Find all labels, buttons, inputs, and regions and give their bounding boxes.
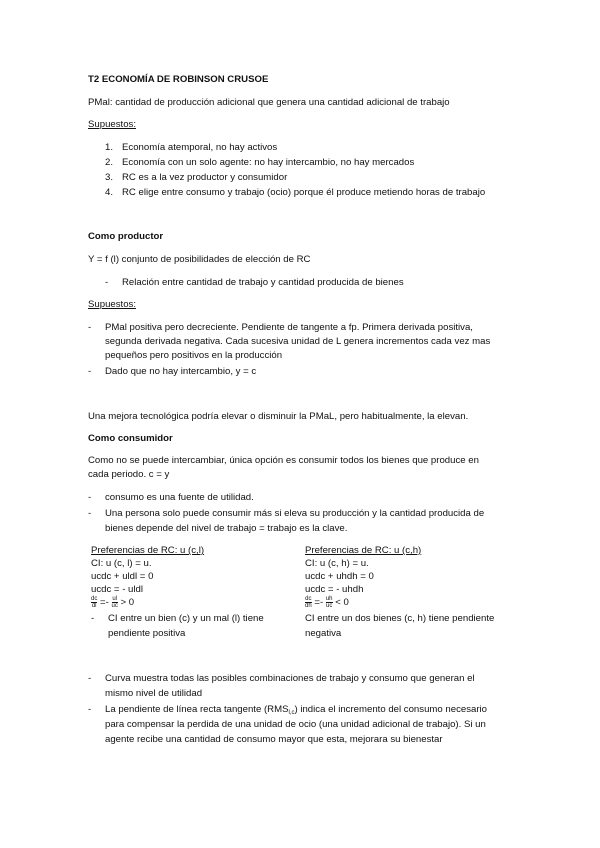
list-item-number: 2. — [105, 157, 114, 168]
pref-note: negativa — [305, 628, 342, 639]
pref-heading: Preferencias de RC: u (c,l) — [91, 545, 205, 556]
bullet-dash: - — [88, 492, 92, 503]
curva-bullet: para compensar la perdida de una unidad de ocio (una unidad adicional de trabajo). Si un — [105, 719, 486, 730]
consumidor-bullet: consumo es una fuente de utilidad. — [105, 492, 254, 503]
list-item: Economía atemporal, no hay activos — [122, 142, 278, 153]
consumidor-bullet: Una persona solo puede consumir más si eleva su producción y la cantidad producida de — [105, 508, 485, 519]
fraction: $\frac{uh}{uc}$ — [325, 596, 333, 609]
supuesto-line: pequeños pero positivos en la producción — [105, 350, 283, 361]
bullet-dash: - — [88, 322, 92, 333]
productor-heading: Como productor — [88, 231, 164, 242]
pref-note: CI entre un dos bienes (c, h) tiene pendiente — [305, 613, 495, 624]
bullet-dash: - — [88, 508, 92, 519]
pref-line: CI: u (c, l) = u. — [91, 558, 152, 569]
pref-line: ucdc = - uldl — [91, 584, 143, 595]
pref-line: ucdc = - uhdh — [305, 584, 364, 595]
bullet-dash: - — [91, 613, 95, 624]
pref-note: CI entre un bien (c) y un mal (l) tiene — [108, 613, 264, 624]
bullet-dash: - — [88, 704, 92, 715]
pref-line: CI: u (c, h) = u. — [305, 558, 369, 569]
doc-title: T2 ECONOMÍA DE ROBINSON CRUSOE — [88, 74, 269, 85]
fraction: $\frac{dc}{dl}$ — [91, 596, 98, 609]
supuestos-heading: Supuestos: — [88, 119, 137, 130]
fraction: $\frac{ul}{uc}$ — [111, 596, 118, 609]
curva-bullet: mismo nivel de utilidad — [105, 688, 203, 699]
supuestos-heading-2: Supuestos: — [88, 299, 137, 310]
list-item: RC es a la vez productor y consumidor — [122, 172, 288, 183]
pref-heading: Preferencias de RC: u (c,h) — [305, 545, 422, 556]
list-item: Economía con un solo agente: no hay intercambio, no hay mercados — [122, 157, 415, 168]
bullet-dash: - — [88, 366, 92, 377]
bullet-dash: - — [88, 673, 92, 684]
supuesto-line: Dado que no hay intercambio, y = c — [105, 366, 257, 377]
consumidor-intro: cada periodo. c = y — [88, 469, 170, 480]
pref-note: pendiente positiva — [108, 628, 186, 639]
list-item-number: 4. — [105, 187, 114, 198]
supuesto-line: PMal positiva pero decreciente. Pendiente de tangente a fp. Primera derivada positiva, — [105, 322, 473, 333]
curva-bullet: La pendiente de línea recta tangente $(RMS_{l,c})$ indica el incremento del consumo necesario — [105, 704, 487, 716]
pref-line: ucdc + uhdh = 0 — [305, 571, 374, 582]
supuesto-line: segunda derivada negativa. Cada sucesiva unidad de L genera incrementos cada vez mas — [105, 336, 491, 347]
bullet-dash: - — [105, 277, 109, 288]
consumidor-bullet: bienes depende del nivel de trabajo = trabajo es la clave. — [105, 523, 348, 534]
mejora-tecnologica: Una mejora tecnológica podría elevar o disminuir la PMaL, pero habitualmente, la elevan. — [88, 411, 469, 422]
curva-bullet: agente recibe una cantidad de consumo mayor que esta, mejorara su bienestar — [105, 734, 443, 745]
pref-line: ucdc + uldl = 0 — [91, 571, 154, 582]
list-item-number: 1. — [105, 142, 114, 153]
list-item: RC elige entre consumo y trabajo (ocio) porque él produce metiendo horas de trabajo — [122, 187, 486, 198]
productor-bullet: Relación entre cantidad de trabajo y cantidad producida de bienes — [122, 277, 404, 288]
curva-bullet: Curva muestra todas las posibles combinaciones de trabajo y consumo que generan el — [105, 673, 475, 684]
consumidor-intro: Como no se puede intercambiar, única opción es consumir todos los bienes que produce en — [88, 455, 479, 466]
fraction: $\frac{dc}{dh}$ — [305, 596, 312, 609]
pref-derivative: $\frac{dc}{dl}$ =- $\frac{ul}{uc}$ > 0 — [91, 596, 135, 609]
production-function: Y = f (l) conjunto de posibilidades de elección de RC — [88, 254, 311, 265]
consumidor-heading: Como consumidor — [88, 433, 173, 444]
pmal-definition: PMal: cantidad de producción adicional que genera una cantidad adicional de trabajo — [88, 97, 450, 108]
pref-derivative: $\frac{dc}{dh}$ =- $\frac{uh}{uc}$ < 0 — [305, 596, 349, 609]
list-item-number: 3. — [105, 172, 114, 183]
